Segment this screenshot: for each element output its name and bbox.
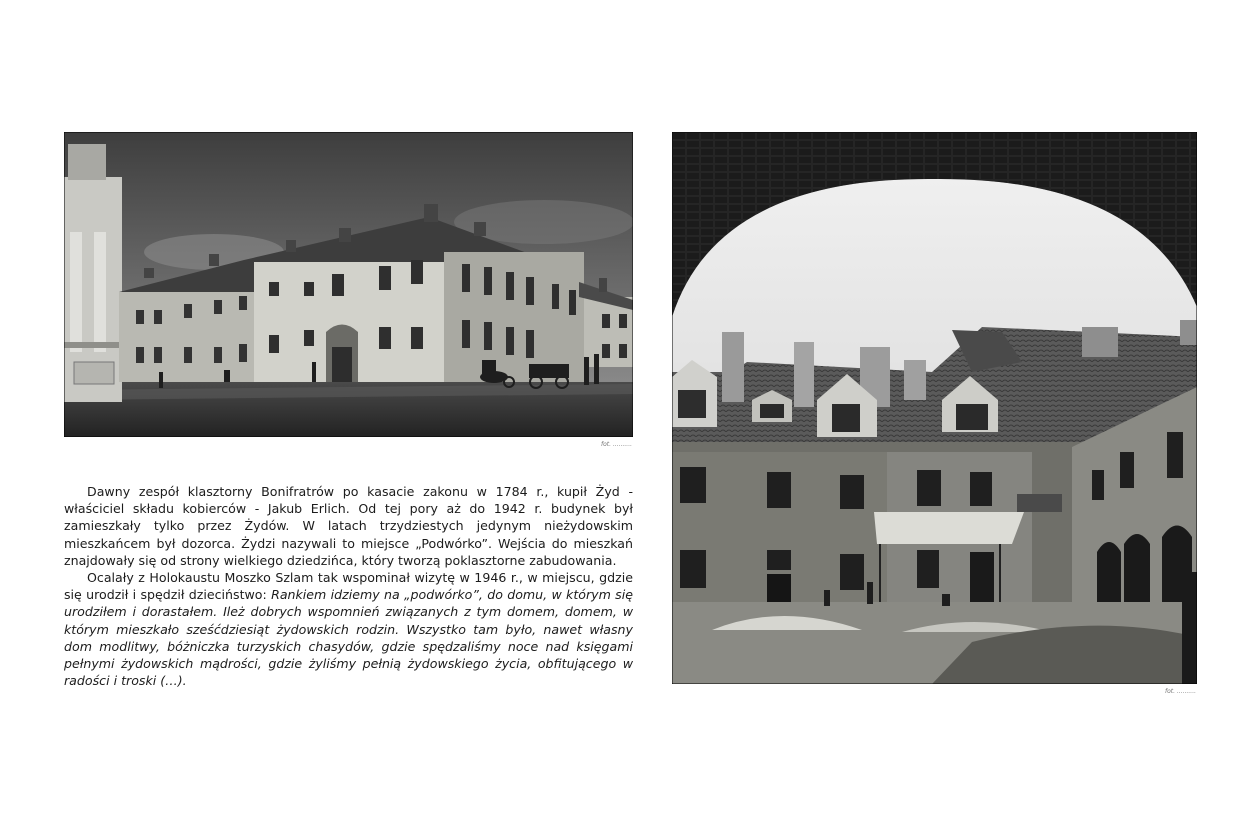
courtyard-arch-photo [672, 132, 1197, 684]
testimony-quote: Rankiem idziemy na „podwórko”, do domu, w którym się urodziłem i dorastałem. Ileż dobrych wspomnień związanych z tym domem, domem, w którym mieszkało sześćdziesiąt żydowskich rodzin. Wszystko tam było, nawet własny dom modlitwy, bóżniczka turzyskich chasydów, gdzie spędzaliśmy noce nad księgami pełnymi żydowskich mądrości, gdzie żyliśmy pełnią żydowskiego życia, obfitującego w radości i troski (…). [64, 587, 633, 689]
photo-credit-right: fot. .......... [1165, 688, 1197, 695]
monastery-street-photo [64, 132, 633, 437]
testimony-intro: Ocalały z Holokaustu Moszko Szlam tak wspominał wizytę w 1946 r., w miejscu, gdzie się urodził i spędził dzieciństwo: [64, 570, 633, 603]
monastery-street-image [64, 132, 633, 437]
paragraph-testimony [64, 569, 633, 689]
paragraph-history: Dawny zespół klasztorny Bonifratrów po kasacie zakonu w 1784 r., kupił Żyd - właściciel składu kobierców - Jakub Erlich. Od tej pory aż do 1942 r. budynek był zamieszkały tylko przez Żydów. W latach trzydziestych jedynym nieżydowskim mieszkańcem był dozorca. Żydzi nazywali to miejsce „Podwórko”. Wejścia do mieszkań znajdowały się od strony wielkiego dziedzińca, który tworzą poklasztorne zabudowania. [64, 484, 633, 568]
article-text [64, 483, 633, 689]
photo-credit-left: fot. .......... [601, 441, 633, 448]
courtyard-arch-image [672, 132, 1197, 684]
